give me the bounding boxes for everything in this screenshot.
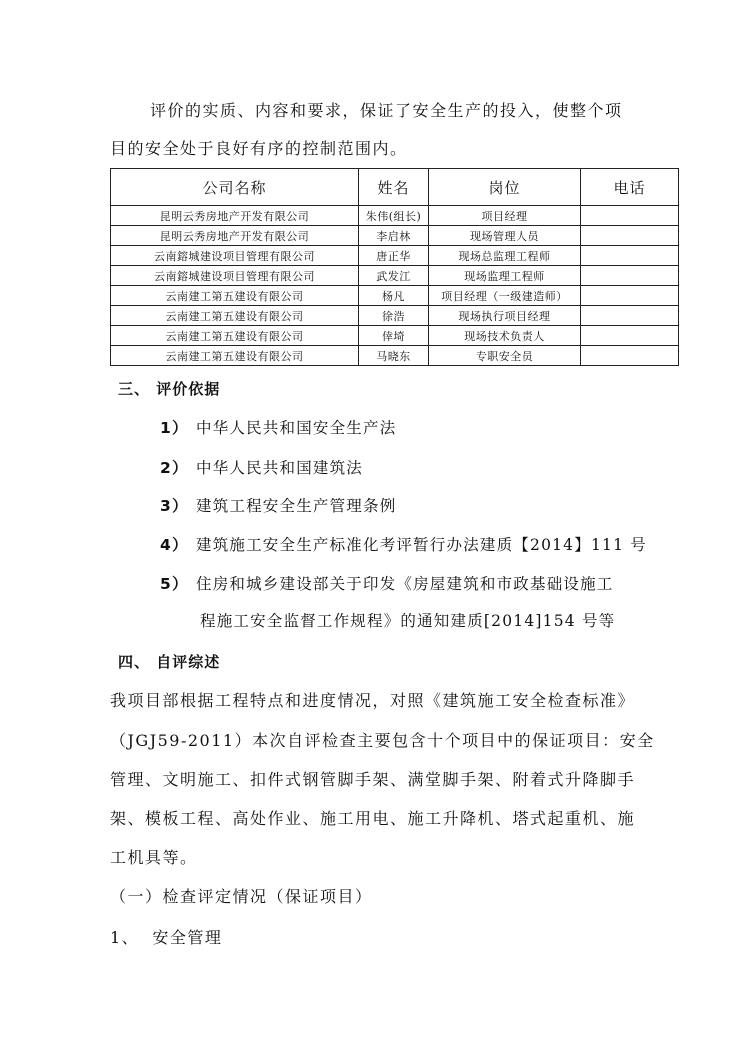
list-number: 3） <box>160 497 189 515</box>
cell-company: 云南建工第五建设有限公司 <box>111 326 359 346</box>
cell-name: 徐浩 <box>359 306 429 326</box>
table-row <box>111 286 679 306</box>
cell-position: 项目经理 <box>429 206 581 226</box>
header-phone: 电话 <box>581 169 679 206</box>
summary-line-3: 管理、文明施工、扣件式钢管脚手架、满堂脚手架、附着式升降脚手 <box>110 770 636 789</box>
intro-line-1: 评价的实质、内容和要求，保证了安全生产的投入，使整个项 <box>150 101 623 120</box>
header-position: 岗位 <box>429 169 581 206</box>
basis-item-5-continued: 程施工安全监督工作规程》的通知建质[2014]154 号等 <box>200 612 616 630</box>
list-text: 中华人民共和国建筑法 <box>196 459 364 477</box>
summary-line-5: 工机具等。 <box>110 848 198 867</box>
cell-company: 云南鎔城建设项目管理有限公司 <box>111 266 359 286</box>
table-row <box>111 206 679 226</box>
cell-phone <box>581 326 679 346</box>
header-company: 公司名称 <box>111 169 359 206</box>
cell-position: 项目经理（一级建造师） <box>429 286 581 306</box>
basis-item-1 <box>160 416 396 438</box>
list-number: 5） <box>160 575 189 593</box>
header-name: 姓名 <box>359 169 429 206</box>
cell-company: 昆明云秀房地产开发有限公司 <box>111 226 359 246</box>
item-safety-management: 1、 安全管理 <box>110 928 223 947</box>
table-row <box>111 246 679 266</box>
list-text: 住房和城乡建设部关于印发《房屋建筑和市政基础设施工 <box>196 575 614 593</box>
cell-name: 马晓东 <box>359 346 429 366</box>
list-number: 4） <box>160 536 189 554</box>
basis-item-3 <box>160 494 396 516</box>
summary-line-4: 架、模板工程、高处作业、施工用电、施工升降机、塔式起重机、施 <box>110 809 636 828</box>
cell-phone <box>581 346 679 366</box>
cell-phone <box>581 206 679 226</box>
cell-position: 现场管理人员 <box>429 226 581 246</box>
list-number: 2） <box>160 459 189 477</box>
section3-heading: 三、 评价依据 <box>118 380 221 398</box>
list-number: 1） <box>160 419 189 437</box>
cell-phone <box>581 266 679 286</box>
cell-name: 唐正华 <box>359 246 429 266</box>
cell-company: 昆明云秀房地产开发有限公司 <box>111 206 359 226</box>
table-header-row <box>111 169 679 206</box>
table-row <box>111 306 679 326</box>
cell-position: 现场执行项目经理 <box>429 306 581 326</box>
basis-item-5 <box>160 572 614 594</box>
list-text: 建筑施工安全生产标准化考评暂行办法建质【2014】111 号 <box>196 536 647 554</box>
cell-name: 朱伟(组长) <box>359 206 429 226</box>
table-row <box>111 346 679 366</box>
table-row <box>111 326 679 346</box>
summary-line-1: 我项目部根据工程特点和进度情况，对照《建筑施工安全检查标准》 <box>110 691 636 710</box>
cell-company: 云南建工第五建设有限公司 <box>111 306 359 326</box>
subsection-heading: （一）检查评定情况（保证项目） <box>110 887 373 906</box>
cell-name: 杨凡 <box>359 286 429 306</box>
cell-phone <box>581 286 679 306</box>
basis-item-2 <box>160 456 363 478</box>
cell-phone <box>581 306 679 326</box>
cell-name: 武发江 <box>359 266 429 286</box>
section4-heading: 四、 自评综述 <box>118 653 221 671</box>
list-text: 建筑工程安全生产管理条例 <box>196 497 397 515</box>
basis-item-4 <box>160 533 647 555</box>
cell-position: 专职安全员 <box>429 346 581 366</box>
cell-company: 云南鎔城建设项目管理有限公司 <box>111 246 359 266</box>
table-row <box>111 266 679 286</box>
cell-company: 云南建工第五建设有限公司 <box>111 346 359 366</box>
list-text: 中华人民共和国安全生产法 <box>196 419 397 437</box>
cell-position: 现场技术负责人 <box>429 326 581 346</box>
cell-phone <box>581 226 679 246</box>
cell-position: 现场总监理工程师 <box>429 246 581 266</box>
staff-table <box>110 168 679 366</box>
cell-name: 李启林 <box>359 226 429 246</box>
cell-phone <box>581 246 679 266</box>
intro-line-2: 目的安全处于良好有序的控制范围内。 <box>110 139 408 158</box>
table-row <box>111 226 679 246</box>
cell-name: 倖埼 <box>359 326 429 346</box>
cell-position: 现场监理工程师 <box>429 266 581 286</box>
summary-line-2: （JGJ59-2011）本次自评检查主要包含十个项目中的保证项目：安全 <box>110 731 655 750</box>
cell-company: 云南建工第五建设有限公司 <box>111 286 359 306</box>
